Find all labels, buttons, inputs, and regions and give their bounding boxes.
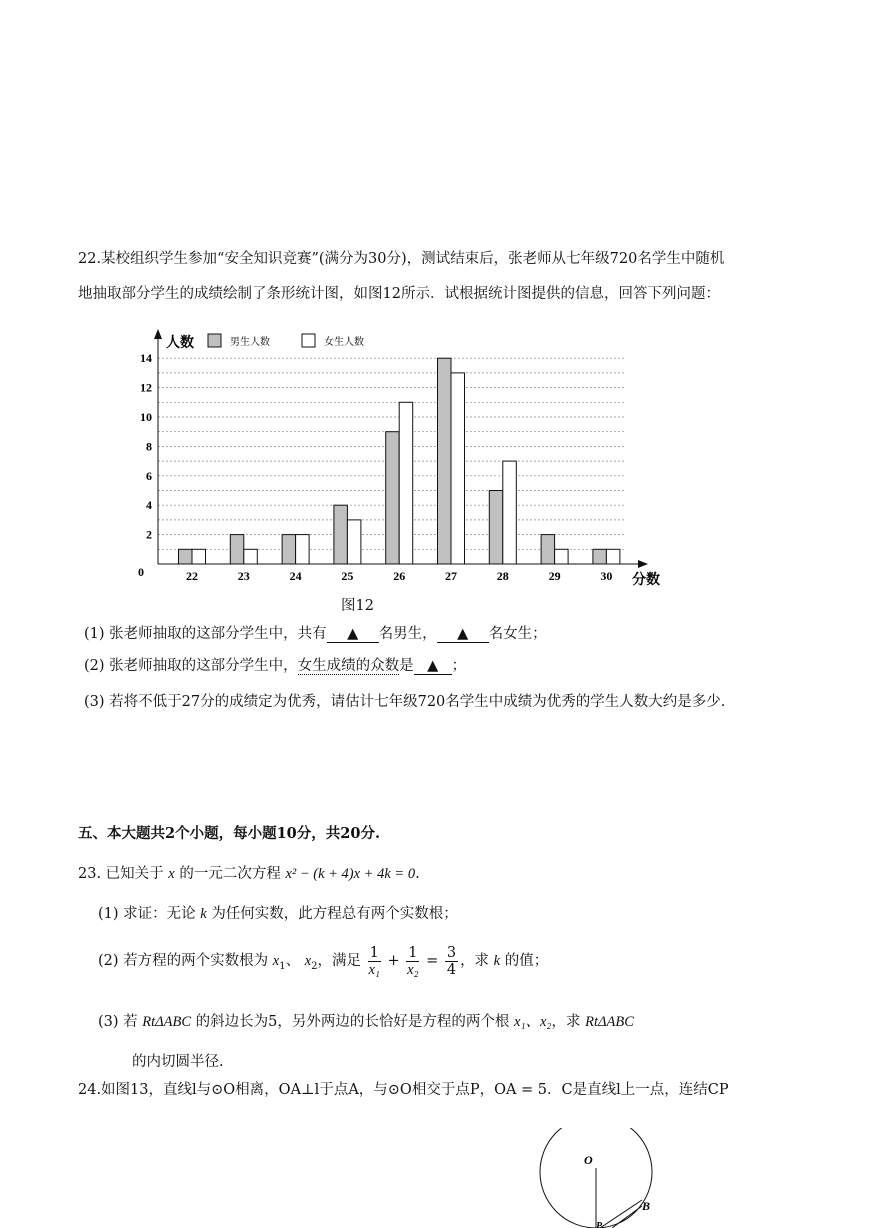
bar bbox=[296, 535, 310, 564]
answer-blank-mode[interactable]: ▲ bbox=[414, 658, 452, 675]
x-tick-label: 23 bbox=[237, 569, 250, 583]
q22-line1: 22.某校组织学生参加“安全知识竞赛”(满分为30分)，测试结束后，张老师从七年级720名学生中随机 bbox=[78, 251, 725, 267]
bar bbox=[334, 505, 348, 564]
fraction-1-over-x1: $\frac{1}{\text{x₁}}$ bbox=[368, 944, 380, 978]
figure-caption: 图12 bbox=[341, 598, 374, 614]
emphasis-mode: 女生成绩的众数 bbox=[297, 658, 400, 674]
bar bbox=[282, 535, 296, 564]
y-tick-label: 6 bbox=[146, 468, 152, 483]
q23-sub3-line2: 的内切圆半径. bbox=[132, 1054, 224, 1070]
bar-chart bbox=[120, 325, 680, 590]
legend-swatch bbox=[302, 334, 315, 347]
y-tick-label: 0 bbox=[138, 565, 144, 579]
label-p: P bbox=[596, 1221, 603, 1228]
bar bbox=[541, 535, 555, 564]
bar bbox=[244, 549, 257, 564]
bar bbox=[192, 549, 206, 564]
legend-swatch bbox=[208, 334, 221, 347]
bar bbox=[451, 373, 465, 564]
x-tick-label: 30 bbox=[600, 569, 613, 583]
q23-equation: x² − (k + 4)x + 4k = 0 bbox=[285, 866, 416, 882]
x-axis-arrow bbox=[638, 560, 648, 568]
x-tick-label: 29 bbox=[548, 569, 561, 583]
section-heading: 五、本大题共2个小题，每小题10分，共20分. bbox=[78, 825, 380, 842]
bar bbox=[438, 358, 452, 564]
answer-blank-girls[interactable]: ▲ bbox=[437, 626, 489, 643]
x-tick-label: 22 bbox=[186, 569, 198, 583]
x-tick-label: 27 bbox=[445, 569, 457, 583]
bar bbox=[230, 535, 244, 564]
y-tick-label: 12 bbox=[140, 380, 152, 395]
q23-sub3: (3) 若 RtΔABC 的斜边长为5，另外两边的长恰好是方程的两个根 x₁、x₂，求 RtΔABC bbox=[98, 1014, 634, 1030]
bar bbox=[555, 549, 569, 564]
label-o: O bbox=[584, 1153, 593, 1167]
tangent-line bbox=[600, 1200, 642, 1228]
q23-sub2: (2) 若方程的两个实数根为 $x_1$、 $x_2$，满足 $\frac{1}{\text{x₁}}$ + $\frac{1}{\text{x₂}}$ = $\frac{3}{4}$ ，求 k 的值； bbox=[98, 944, 549, 978]
q22-sub2: (2) 张老师抽取的这部分学生中，女生成绩的众数是 ▲ ； bbox=[84, 658, 467, 674]
legend-label: 女生人数 bbox=[324, 337, 364, 348]
figure-13 bbox=[530, 1128, 710, 1228]
bar bbox=[489, 491, 503, 565]
answer-blank-boys[interactable]: ▲ bbox=[327, 626, 379, 643]
y-tick-label: 10 bbox=[140, 410, 152, 424]
bar bbox=[386, 432, 400, 564]
x-tick-label: 25 bbox=[341, 569, 354, 583]
bar bbox=[347, 520, 361, 564]
bar bbox=[503, 461, 517, 564]
y-tick-label: 2 bbox=[146, 527, 152, 542]
q22-sub1: (1) 张老师抽取的这部分学生中，共有 ▲ 名男生， ▲ 名女生； bbox=[84, 626, 547, 642]
bar bbox=[593, 549, 607, 564]
q23-stem: 23. 已知关于 x 的一元二次方程 x² − (k + 4)x + 4k = 0. bbox=[78, 866, 420, 882]
x-tick-label: 28 bbox=[496, 569, 509, 583]
q24-stem: 24.如图13，直线l与⊙O相离，OA⊥l于点A，与⊙O相交于点P，OA = 5．C是直线l上一点，连结CP bbox=[78, 1082, 729, 1098]
bar bbox=[606, 549, 620, 564]
q22-sub3: (3) 若将不低于27分的成绩定为优秀，请估计七年级720名学生中成绩为优秀的学生人数大约是多少. bbox=[84, 694, 726, 710]
q23-sub1: (1) 求证：无论 k 为任何实数，此方程总有两个实数根； bbox=[98, 906, 458, 922]
fraction-1-over-x2: $\frac{1}{\text{x₂}}$ bbox=[407, 944, 419, 978]
q22-line2: 地抽取部分学生的成绩绘制了条形统计图，如图12所示．试根据统计图提供的信息，回答下列问题： bbox=[78, 286, 720, 302]
legend-label: 男生人数 bbox=[230, 337, 270, 348]
label-b: B bbox=[642, 1199, 651, 1213]
y-axis-arrow bbox=[154, 329, 162, 339]
x-tick-label: 24 bbox=[289, 569, 302, 583]
bar bbox=[179, 549, 193, 564]
y-tick-label: 8 bbox=[146, 439, 152, 454]
x-tick-label: 26 bbox=[393, 569, 406, 583]
y-axis-label: 人数 bbox=[166, 336, 194, 351]
fraction-3-over-4: $\frac{3}{4}$ bbox=[446, 944, 457, 978]
y-tick-label: 4 bbox=[146, 498, 152, 513]
bar bbox=[399, 402, 413, 564]
y-tick-label: 14 bbox=[140, 351, 152, 366]
x-axis-label: 分数 bbox=[632, 573, 660, 588]
